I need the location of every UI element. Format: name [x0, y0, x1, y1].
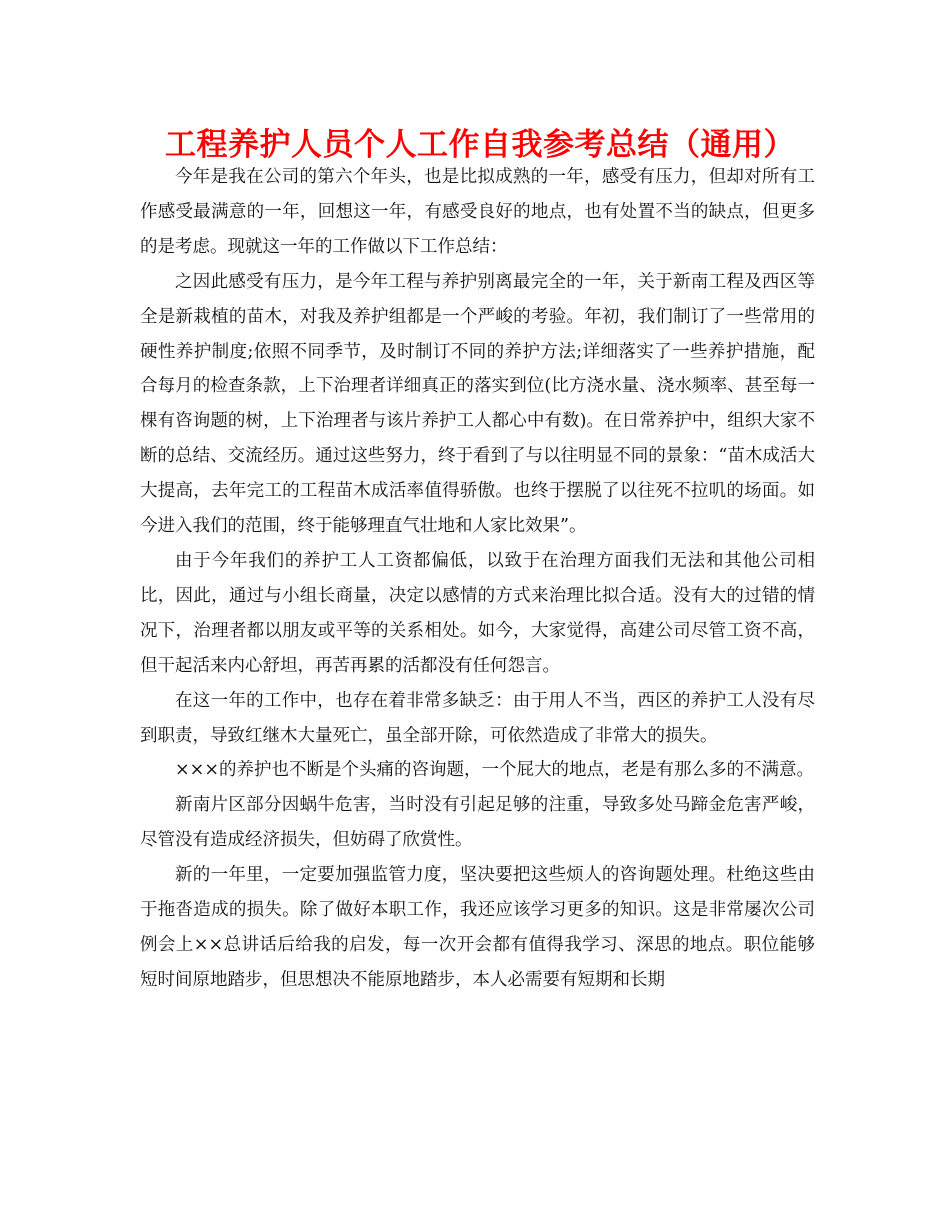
document-body	[140, 160, 815, 998]
paragraph: 由于今年我们的养护工人工资都偏低，以致于在治理方面我们无法和其他公司相比，因此，通过与小组长商量，决定以感情的方式来治理比拟合适。没有大的过错的情况下，治理者都以朋友或平等的关系相处。如今，大家觉得，高建公司尽管工资不高，但干起活来内心舒坦，再苦再累的活都没有任何怨言。	[140, 550, 815, 676]
paragraph: 今年是我在公司的第六个年头，也是比拟成熟的一年，感受有压力，但却对所有工作感受最满意的一年，回想这一年，有感受良好的地点，也有处置不当的缺点，但更多的是考虑。现就这一年的工作做以下工作总结：	[140, 167, 815, 257]
paragraph: 在这一年的工作中，也存在着非常多缺乏：由于用人不当，西区的养护工人没有尽到职责，导致红继木大量死亡，虽全部开除，可依然造成了非常大的损失。	[140, 690, 815, 746]
paragraph: ×××的养护也不断是个头痛的咨询题，一个屁大的地点，老是有那么多的不满意。	[175, 760, 814, 781]
document-title: 工程养护人员个人工作自我参考总结（通用）	[165, 127, 795, 163]
paragraph: 新南片区部分因蜗牛危害，当时没有引起足够的注重，导致多处马蹄金危害严峻，尽管没有造成经济损失，但妨碍了欣赏性。	[140, 795, 815, 851]
paragraph: 新的一年里，一定要加强监管力度，坚决要把这些烦人的咨询题处理。杜绝这些由于拖沓造成的损失。除了做好本职工作，我还应该学习更多的知识。这是非常屡次公司例会上××总讲话后给我的启发，每一次开会都有值得我学习、深思的地点。职位能够短时间原地踏步，但思想决不能原地踏步，本人必需要有短期和长期	[140, 865, 815, 990]
paragraph: 之因此感受有压力，是今年工程与养护别离最完全的一年，关于新南工程及西区等全是新栽植的苗木，对我及养护组都是一个严峻的考验。年初，我们制订了一些常用的硬性养护制度;依照不同季节，及时制订不同的养护方法;详细落实了一些养护措施，配合每月的检查条款，上下治理者详细真正的落实到位(比方浇水量、浇水频率、甚至每一棵有咨询题的树，上下治理者与该片养护工人都心中有数)。在日常养护中，组织大家不断的总结、交流经历。通过这些努力，终于看到了与以往明显不同的景象：“苗木成活大大提高，去年完工的工程苗木成活率值得骄傲。也终于摆脱了以往死不拉叽的场面。如今进入我们的范围，终于能够理直气壮地和人家比效果”。	[140, 271, 815, 537]
